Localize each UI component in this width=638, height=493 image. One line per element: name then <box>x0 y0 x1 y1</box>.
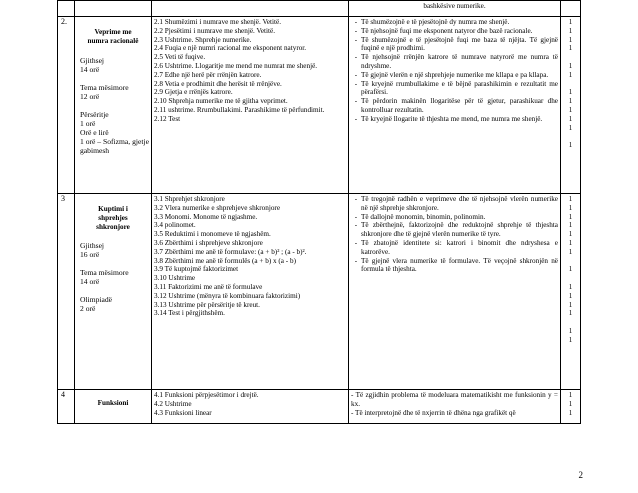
topic-title: Veprime me numra racionalë <box>87 28 139 45</box>
lesson-item: 4.1 Funksioni përpjesëtimor i drejtë. <box>154 391 259 399</box>
objective-item: - Të kryejnë llogarite të thjeshta me mend, me numra me shenjë. <box>354 114 543 123</box>
lesson-item: 2.5 Veti të fuqive. <box>154 53 206 62</box>
lesson-item: 2.11 ushtrime. Rrumbullakimi. Parashikime të përfundimit. <box>154 105 325 114</box>
lesson-item: 2.8 Vetia e prodhimit dhe herësit të rrënjëve. <box>154 79 282 88</box>
topic-cell <box>75 390 152 423</box>
objective-item: - Të përdorin makinën llogaritëse për të gjetur, parashikuar dhe kontrolluar rezultatin. <box>354 97 558 114</box>
lesson-item: 2.3 Ushtrime. Shprehje numerike. <box>154 35 252 44</box>
objective-item: - Të zbatojnë identitete si: katrori i binomit dhe ndryshesa e katrorëve. <box>354 238 558 256</box>
objective-item: - Të gjejnë vlerën e një shprehjeje numerike me kllapa e pa kllapa. <box>354 70 549 79</box>
lesson-item: 2.2 Pjesëtimi i numrave me shenjë. Vetitë. <box>154 26 276 35</box>
objective-item: - Të dallojnë monomin, binomin, polinomin. <box>354 212 486 221</box>
topic-cell <box>75 194 152 389</box>
row-number: 2. <box>58 17 75 193</box>
objectives-cell <box>349 17 561 193</box>
lesson-item: 4.3 Funksioni linear <box>154 408 212 417</box>
objective-item: - Të njehsojnë fuqi me eksponent natyror dhe bazë racionale. <box>354 26 533 35</box>
objectives-cell: bashkësive numerike. <box>349 1 561 16</box>
table-row <box>58 16 580 193</box>
row-number: 4 <box>58 390 75 423</box>
lesson-item: 2.10 Shprehja numerike me të gjitha veprimet. <box>154 97 288 106</box>
objective-item: - Të kryejnë rrumbullakime e të bëjnë parashikimin e rezultatit me përafërsi. <box>354 79 558 97</box>
topic-title: Kuptimi i shprehjes shkronjore <box>96 205 130 231</box>
objective-item: - Të tregojnë radhën e veprimeve dhe të njehsojnë vlerën numerike në një shprehje shkronjore. <box>354 195 558 212</box>
objective-item: - Të njehsojnë rrënjën katrore të numrave natyrorë me numra të ndryshme. <box>354 53 558 70</box>
lesson-item: 4.2 Ushtrime <box>154 399 192 408</box>
topic-meta: Gjithsej 14 orë Tema mësimore 12 orë Përsëritje 1 orë Orë e lirë 1 orë – Sofizma, gjetje gabimesh <box>80 55 149 155</box>
row-number: 3 <box>58 194 75 389</box>
lessons-cell <box>152 17 349 193</box>
topic-cell <box>75 17 152 193</box>
lesson-item: 3.9 Të kuptojmë faktorizimet <box>154 265 239 274</box>
lesson-item: 3.2 Vlera numerike e shprehjeve shkronjore <box>154 203 281 212</box>
lessons-cell <box>152 194 349 389</box>
table-row <box>58 0 580 16</box>
hours-cell: 1 1 1 1 1 1 1 1 1 1 1 1 1 1 <box>568 195 573 344</box>
lesson-item: 3.5 Reduktimi i monomeve të ngjashëm. <box>154 230 271 239</box>
lesson-item: 3.8 Zbërthimi me anë të formulës (a + b) x (a - b) <box>154 256 296 265</box>
hours-cell: 1 1 1 1 1 1 1 1 1 1 1 1 <box>568 18 573 150</box>
page-number: 2 <box>578 470 583 480</box>
lesson-item: 3.4 polinomet. <box>154 221 196 230</box>
objective-item: - Të gjejnë vlera numerike të formulave. Të veçojnë shkronjën në formula të thjeshta. <box>354 256 558 274</box>
lesson-item: 3.13 Ushtrime për përsëritje të kreut. <box>154 300 260 309</box>
lesson-item: 3.1 Shprehjet shkronjore <box>154 195 225 203</box>
topic-title: Funksioni <box>97 399 129 407</box>
lesson-item: 2.1 Shumëzimi i numrave me shenjë. Vetitë. <box>154 18 282 26</box>
lesson-item: 2.7 Edhe një herë për rrënjën katrore. <box>154 70 262 79</box>
lesson-item: 3.14 Test i përgjithshëm. <box>154 309 225 318</box>
lesson-item: 2.12 Test <box>154 114 181 123</box>
objectives-cell <box>349 390 561 423</box>
objectives-cell <box>349 194 561 389</box>
table-row <box>58 389 580 423</box>
lesson-item: 2.4 Fuqia e një numri racional me eksponent natyror. <box>154 44 307 53</box>
objective-item: - Të shumëzojnë e të pjesëtojnë dy numra me shenjë. <box>354 18 510 26</box>
table-row <box>58 193 580 389</box>
hours-cell: 1 1 1 <box>568 391 573 417</box>
lesson-item: 2.9 Gjetja e rrënjës katrore. <box>154 88 233 97</box>
topic-meta: Gjithsej 16 orë Tema mësimore 14 orë Olimpiadë 2 orë <box>80 241 129 314</box>
lesson-item: 3.7 Zbërthimi me anë të formulave: (a + b)² ; (a - b)². <box>154 247 307 256</box>
lesson-item: 3.10 Ushtrime <box>154 274 196 283</box>
lesson-item: 3.6 Zbërthimi i shprehjeve shkronjore <box>154 238 263 247</box>
objective-item: - Të zbërthejnë, faktorizojnë dhe reduktojnë shprehje të thjeshta shkronjore dhe të gjejnë vlerën numerike të tyre. <box>354 221 558 239</box>
lesson-item: 2.6 Ushtrime. Llogaritje me mend me numrat me shenjë. <box>154 61 318 70</box>
lesson-item: 3.12 Ushtrime (mënyra të kombinuara faktorizimi) <box>154 291 301 300</box>
objective-item: - Të zgjidhin problema të modeluara matematikisht me funksionin y = kx. <box>351 391 558 408</box>
objective-item: - Të shumëzojnë e të pjesëtojnë fuqi me baza të njëjta. Të gjejnë fuqinë e një prodhimi. <box>354 35 558 53</box>
curriculum-table <box>57 0 581 424</box>
lesson-item: 3.3 Monomi. Monome të ngjashme. <box>154 212 258 221</box>
objective-item: - Të interpretojnë dhe të nxjerrin të dhëna nga grafikët që <box>351 408 516 417</box>
lesson-item: 3.11 Faktorizimi me anë të formulave <box>154 282 263 291</box>
lessons-cell <box>152 390 349 423</box>
